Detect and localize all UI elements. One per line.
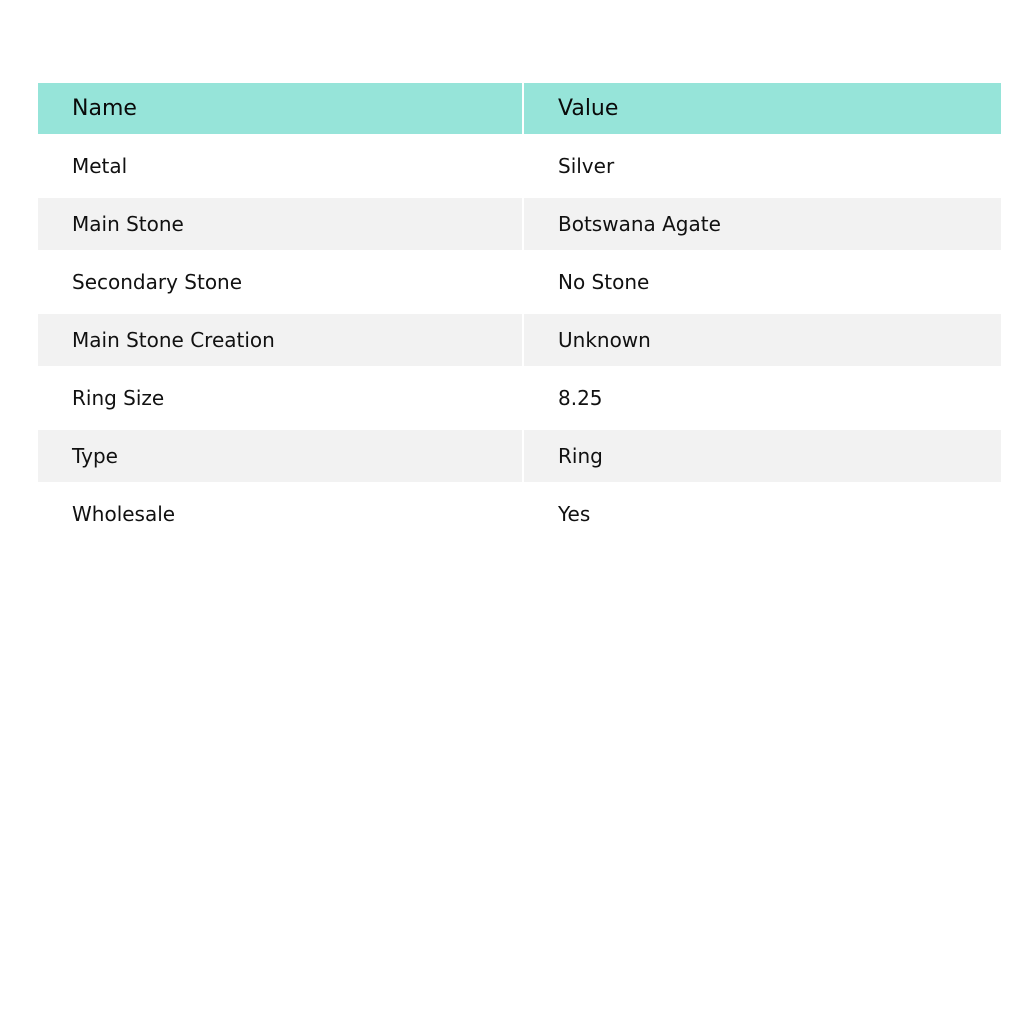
row-value-cell: Unknown (523, 311, 1001, 369)
row-name-cell: Metal (38, 137, 523, 195)
row-value-cell: Yes (558, 502, 591, 526)
table-header-row (38, 83, 1001, 137)
row-name-cell: Type (38, 427, 523, 485)
table-row (38, 485, 1001, 540)
row-name-cell: Main Stone (38, 195, 523, 253)
row-value-cell: 8.25 (558, 386, 603, 410)
row-name-cell: Wholesale (38, 485, 523, 540)
row-name-cell: Ring Size (38, 369, 523, 427)
row-value-cell: Botswana Agate (523, 195, 1001, 253)
product-spec-table (38, 83, 1001, 540)
table-row (38, 253, 1001, 311)
table-header (38, 83, 1001, 137)
row-name-cell: Secondary Stone (38, 253, 523, 311)
table-row (38, 369, 1001, 427)
row-value-cell: No Stone (558, 270, 650, 294)
table-row (38, 311, 1001, 369)
row-name-cell: Main Stone Creation (38, 311, 523, 369)
table-body (38, 137, 1001, 540)
row-value-cell: Ring (523, 427, 1001, 485)
table-row (38, 195, 1001, 253)
column-header-value: Value (523, 83, 1001, 137)
column-header-name: Name (38, 83, 523, 137)
row-value-cell: Silver (558, 154, 615, 178)
table-row (38, 137, 1001, 195)
table-row (38, 427, 1001, 485)
